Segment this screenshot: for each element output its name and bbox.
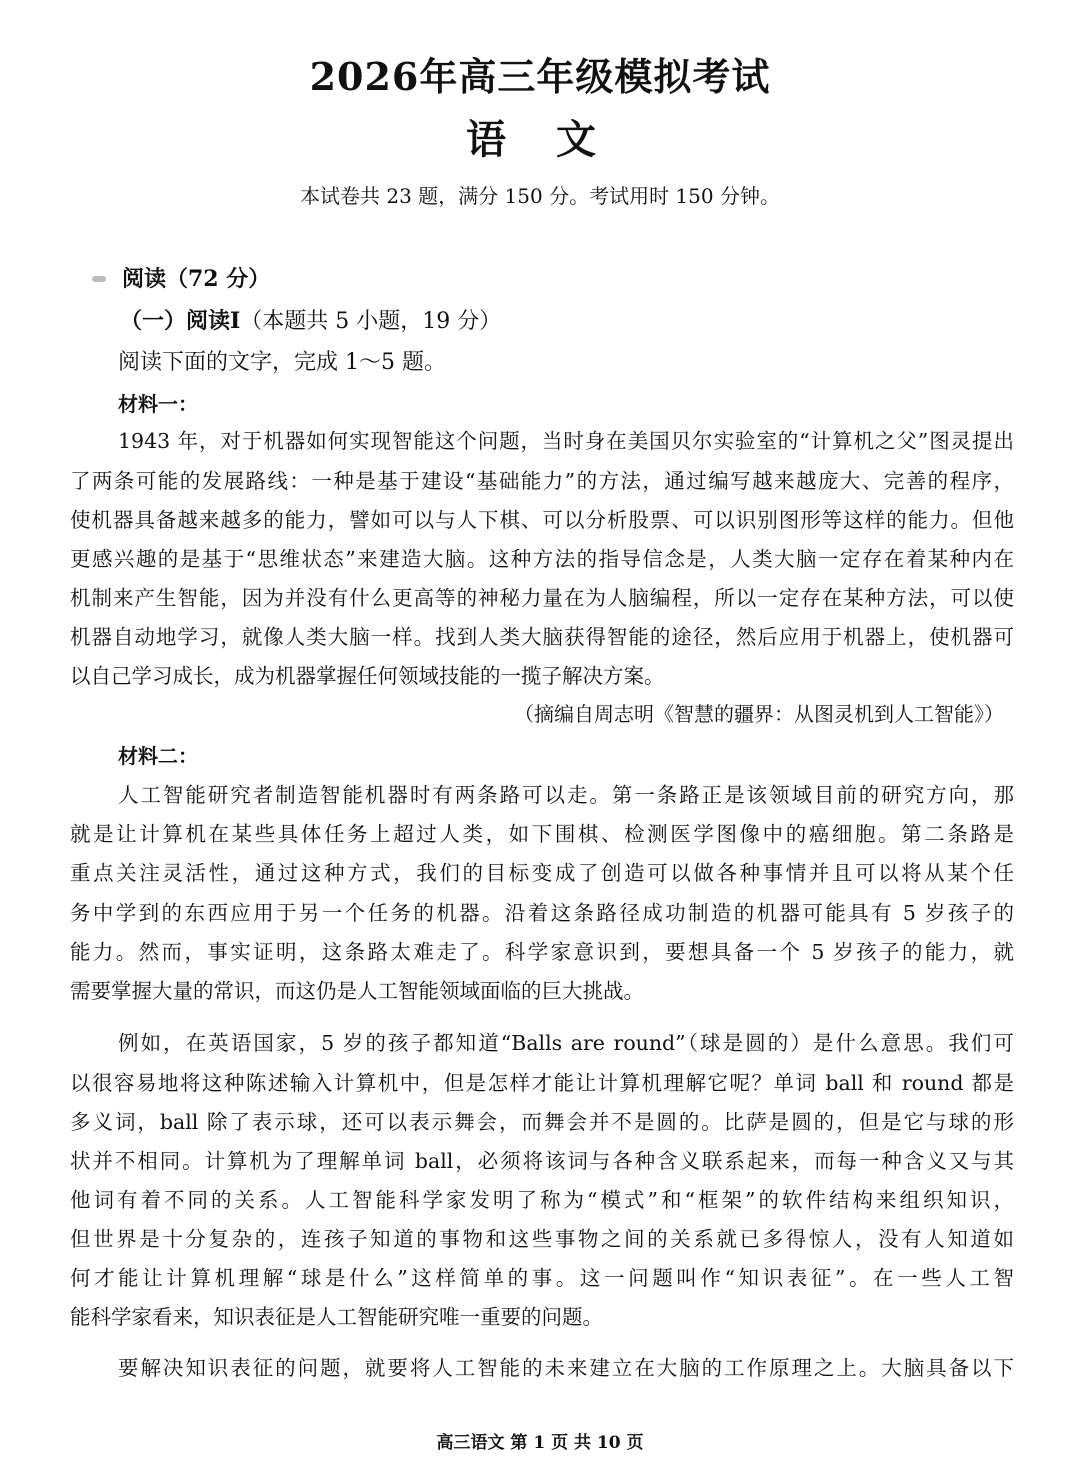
material-two-line: 就是让计算机在某些具体任务上超过人类，如下围棋、检测医学图像中的癌细胞。第二条路是 bbox=[70, 822, 1014, 846]
part-heading-suffix: （本题共 5 小题，19 分） bbox=[240, 309, 502, 334]
material-two-line: 状并不相同。计算机为了理解单词 ball，必须将该词与各种含义联系起来，而每一种含义又与其 bbox=[70, 1149, 1014, 1173]
material-two-line: 需要掌握大量的常识，而这仍是人工智能领域面临的巨大挑战。 bbox=[70, 979, 644, 1003]
material-two-line: 他词有着不同的关系。人工智能科学家发明了称为“模式”和“框架”的软件结构来组织知识， bbox=[70, 1188, 1014, 1212]
material-two-line: 重点关注灵活性，通过这种方式，我们的目标变成了创造可以做各种事情并且可以将从某个任 bbox=[70, 861, 1014, 885]
material-one-line: 使机器具备越来越多的能力，譬如可以与人下棋、可以分析股票、可以识别图形等这样的能力。但他 bbox=[70, 508, 1014, 532]
exam-instructions: 本试卷共 23 题，满分 150 分。考试用时 150 分钟。 bbox=[300, 184, 780, 208]
material-two-heading: 材料二： bbox=[118, 744, 198, 768]
material-one-line: 机器自动地学习，就像人类大脑一样。找到人类大脑获得智能的途径，然后应用于机器上，使机器可 bbox=[70, 625, 1014, 649]
section-heading: 阅读（72 分） bbox=[122, 266, 271, 292]
material-two-line: 人工智能研究者制造智能机器时有两条路可以走。第一条路正是该领域目前的研究方向，那 bbox=[118, 783, 1014, 807]
material-two-line: 但世界是十分复杂的，连孩子知道的事物和这些事物之间的关系就已多得惊人，没有人知道如 bbox=[70, 1227, 1014, 1251]
material-one-source: （摘编自周志明《智慧的疆界：从图灵机到人工智能》） bbox=[514, 702, 1004, 726]
material-two-line: 能科学家看来，知识表征是人工智能研究唯一重要的问题。 bbox=[70, 1305, 603, 1329]
scan-artifact bbox=[92, 276, 106, 282]
material-two-line: 例如，在英语国家，5 岁的孩子都知道“Balls are round”（球是圆的）是什么意思。我们可 bbox=[118, 1031, 1014, 1055]
subject-title: 语 文 bbox=[466, 116, 614, 163]
material-one-heading: 材料一： bbox=[118, 392, 198, 416]
material-two-line: 以很容易地将这种陈述输入计算机中，但是怎样才能让计算机理解它呢？单词 ball 和 round 都是 bbox=[70, 1071, 1014, 1095]
page-footer: 高三语文 第 1 页 共 10 页 bbox=[436, 1433, 644, 1453]
material-one-line: 了两条可能的发展路线：一种是基于建设“基础能力”的方法，通过编写越来越庞大、完善的程序， bbox=[70, 469, 1014, 493]
material-one-line: 1943 年，对于机器如何实现智能这个问题，当时身在美国贝尔实验室的“计算机之父”图灵提出 bbox=[118, 429, 1014, 453]
material-two-line: 多义词，ball 除了表示球，还可以表示舞会，而舞会并不是圆的。比萨是圆的，但是它与球的形 bbox=[70, 1110, 1014, 1134]
material-one-line: 以自己学习成长，成为机器掌握任何领域技能的一揽子解决方案。 bbox=[70, 664, 665, 688]
material-one-line: 机制来产生智能，因为并没有什么更高等的神秘力量在为人脑编程，所以一定存在某种方法，可以使 bbox=[70, 586, 1014, 610]
part-heading bbox=[120, 304, 501, 335]
exam-title: 2026年高三年级模拟考试 bbox=[309, 54, 771, 99]
material-two-line: 能力。然而，事实证明，这条路太难走了。科学家意识到，要想具备一个 5 岁孩子的能力，就 bbox=[70, 940, 1014, 964]
reading-instruction: 阅读下面的文字，完成 1～5 题。 bbox=[118, 350, 446, 375]
material-one-line: 更感兴趣的是基于“思维状态”来建造大脑。这种方法的指导信念是，人类大脑一定存在着某种内在 bbox=[70, 547, 1014, 571]
part-heading-prefix: （一）阅读Ⅰ bbox=[120, 308, 241, 334]
material-two-line: 务中学到的东西应用于另一个任务的机器。沿着这条路径成功制造的机器可能具有 5 岁孩子的 bbox=[70, 901, 1014, 925]
material-two-line: 何才能让计算机理解“球是什么”这样简单的事。这一问题叫作“知识表征”。在一些人工智 bbox=[70, 1266, 1014, 1290]
material-two-line: 要解决知识表征的问题，就要将人工智能的未来建立在大脑的工作原理之上。大脑具备以下 bbox=[118, 1356, 1014, 1380]
